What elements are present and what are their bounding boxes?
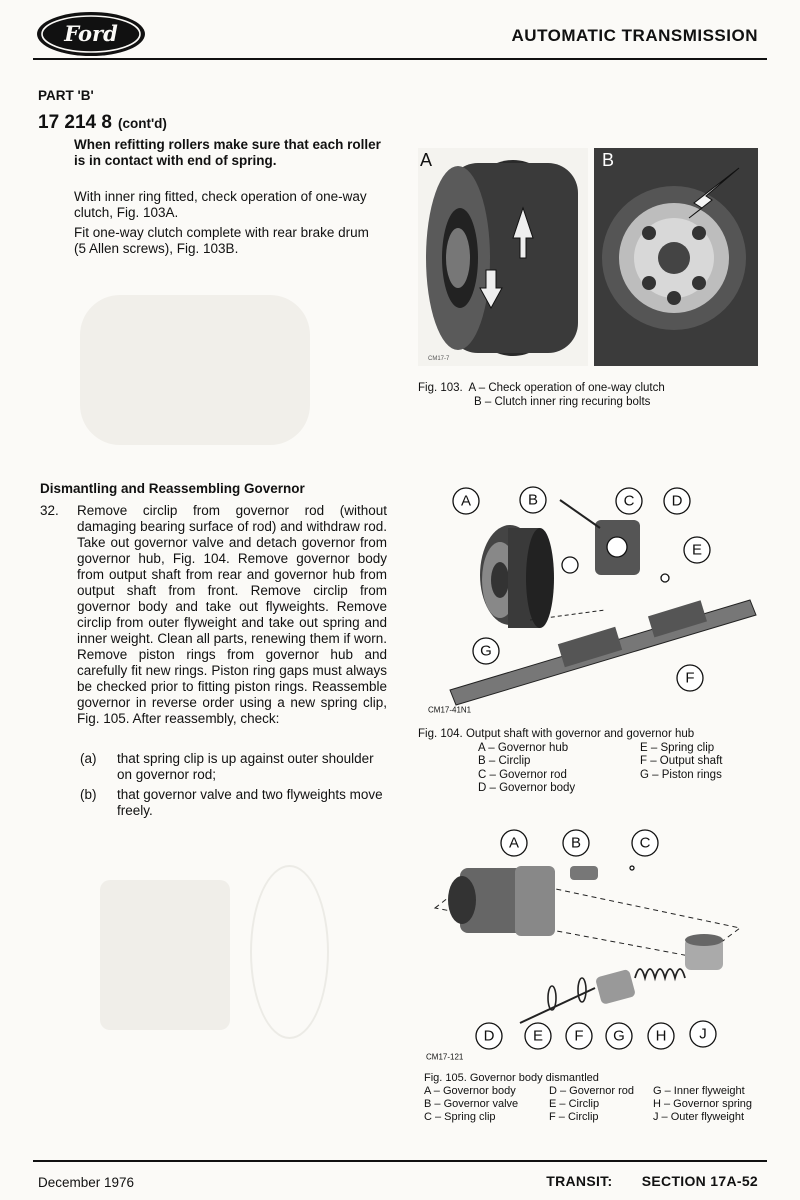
fig103-label-a: A — [420, 150, 433, 170]
fig105-callout-d — [476, 1023, 502, 1049]
svg-text:G: G — [613, 1027, 625, 1045]
refit-note: When refitting rollers make sure that each roller is in contact with end of spring. — [74, 137, 381, 168]
circlip-f-part — [578, 978, 586, 1002]
fig105-legend-d: D – Governor rod — [549, 1085, 634, 1097]
fig105-legend-b: B – Governor valve — [424, 1098, 519, 1110]
governor-valve-part — [570, 866, 598, 880]
fig105-callout-e — [525, 1023, 551, 1049]
svg-text:F: F — [685, 669, 695, 687]
footer-section — [546, 1173, 758, 1189]
fig103-photo-b — [594, 148, 758, 366]
governor-heading: Dismantling and Reassembling Governor — [40, 481, 305, 496]
paragraph-fit-clutch: Fit one-way clutch complete with rear brake drum (5 Allen screws), Fig. 103B. — [74, 225, 369, 256]
fig104-caption — [418, 728, 763, 796]
svg-text:C: C — [639, 834, 651, 852]
fig104-legend-a: A – Governor hub — [478, 741, 569, 754]
fig105-legend-h: H – Governor spring — [653, 1098, 753, 1110]
governor-body-part — [448, 866, 555, 936]
header-title: AUTOMATIC TRANSMISSION — [511, 26, 758, 45]
fig103-caption — [418, 382, 665, 409]
fig104-legend-b: B – Circlip — [478, 755, 531, 767]
svg-text:D: D — [483, 1027, 495, 1045]
svg-text:G: G — [480, 642, 492, 660]
step-number: 32. — [40, 503, 59, 518]
fig105-legend-j: J – Outer flyweight — [653, 1111, 745, 1123]
fig105-callout-b — [563, 830, 589, 856]
svg-text:C: C — [623, 492, 635, 510]
fig105-callout-g — [606, 1023, 632, 1049]
governor-body — [595, 520, 640, 575]
section-number — [38, 112, 167, 134]
svg-text:E: E — [691, 541, 703, 559]
header-divider — [33, 58, 767, 60]
ford-logo — [35, 10, 147, 58]
fig104-legend-g: G – Piston rings — [640, 768, 722, 781]
fig104-callout-b — [520, 487, 546, 513]
spring-clip — [661, 574, 669, 582]
fig103-label-b: B — [602, 150, 615, 170]
fig105-legend-c: C – Spring clip — [424, 1111, 496, 1123]
governor-rod-part — [520, 988, 595, 1023]
fig104-callout-e — [684, 537, 710, 563]
check-a-label: (a) — [80, 751, 97, 766]
show-through-ghost-3 — [250, 865, 329, 1039]
svg-text:J: J — [699, 1025, 707, 1043]
fig105-callout-h — [648, 1023, 674, 1049]
paragraph-one-way-clutch-check: With inner ring fitted, check operation of one-way clutch, Fig. 103A. — [74, 189, 367, 220]
fig105-legend-e: E – Circlip — [549, 1098, 600, 1110]
circlip-e-part — [548, 986, 556, 1010]
fig104-callout-f — [677, 665, 703, 691]
section-number-value: 17 214 8 — [38, 112, 112, 133]
svg-text:CM17-41N1: CM17-41N1 — [428, 705, 472, 715]
fig104-legend-e: E – Spring clip — [640, 741, 715, 754]
governor-rod — [560, 500, 600, 528]
fig105-callout-f — [566, 1023, 592, 1049]
svg-text:CM17-7: CM17-7 — [428, 356, 450, 362]
fig105-legend-f: F – Circlip — [549, 1111, 599, 1123]
svg-text:D: D — [671, 492, 683, 510]
fig105-caption-title: Fig. 105. Governor body dismantled — [424, 1072, 599, 1084]
check-b-label: (b) — [80, 787, 97, 802]
fig105-caption — [424, 1072, 769, 1124]
fig103-caption-num: Fig. 103. — [418, 382, 463, 394]
check-a-text: that spring clip is up against outer shoulder on governor rod; — [117, 751, 374, 782]
footer-date: December 1976 — [38, 1175, 135, 1190]
svg-text:H: H — [655, 1027, 667, 1045]
show-through-ghost — [80, 295, 310, 445]
fig104-callout-a — [453, 488, 479, 514]
svg-text:F: F — [574, 1027, 584, 1045]
part-label: PART 'B' — [38, 88, 94, 103]
fig105-callout-a — [501, 830, 527, 856]
fig103-caption-b: B – Clutch inner ring recuring bolts — [474, 395, 651, 408]
check-b-text: that governor valve and two flyweights move freely. — [117, 787, 383, 818]
fig105-legend-a: A – Governor body — [424, 1085, 516, 1097]
svg-text:A: A — [460, 492, 472, 510]
fig104-callout-g — [473, 638, 499, 664]
fig104-caption-title: Fig. 104. Output shaft with governor and governor hub — [418, 728, 695, 740]
section-continued: (cont'd) — [117, 116, 167, 131]
show-through-ghost-2 — [100, 880, 230, 1030]
fig103-photo-a — [418, 148, 588, 366]
step-32-text: Remove circlip from governor rod (without damaging bearing surface of rod) and withdraw rod. Take out governor valve and detach governor from governor hub, Fig. 104. Remove governor body from output shaft from rear and governor hub from output shaft from front. Remove circlip from governor body and take out flyweights. Remove circlip from outer flyweight and take out spring and inner weight. Clean all parts, renewing them if worn. Remove piston rings from governor hub and carefully fit new rings. Piston ring gaps must always be checked prior to fitting piston rings. Reassemble governor in reverse order using a new spring clip, Fig. 105. After reassembly, check: — [77, 503, 387, 726]
fig104-legend-c: C – Governor rod — [478, 768, 567, 781]
svg-text:B: B — [570, 834, 582, 852]
circlip — [562, 557, 578, 573]
fig104-callout-c — [616, 488, 642, 514]
svg-text:A: A — [508, 834, 520, 852]
fig104-illustration — [420, 480, 765, 720]
svg-text:B: B — [527, 491, 539, 509]
fig104-legend-f: F – Output shaft — [640, 755, 723, 767]
footer-section-number: SECTION 17A-52 — [641, 1173, 758, 1189]
fig103-caption-a: A – Check operation of one-way clutch — [468, 382, 665, 394]
footer-divider — [33, 1160, 767, 1162]
fig105-illustration — [420, 828, 765, 1068]
fig104-callout-d — [664, 488, 690, 514]
fig105-callout-c — [632, 830, 658, 856]
inner-flyweight-part — [595, 969, 636, 1005]
svg-text:E: E — [532, 1027, 544, 1045]
svg-text:CM17-121: CM17-121 — [426, 1052, 464, 1062]
fig105-callout-j — [690, 1021, 716, 1047]
footer-model: TRANSIT: — [546, 1173, 613, 1189]
svg-text:Ford: Ford — [64, 21, 118, 46]
spring-clip-part — [630, 866, 634, 870]
fig104-legend-d: D – Governor body — [478, 782, 576, 794]
outer-flyweight-part — [685, 934, 723, 970]
governor-spring-part — [635, 969, 685, 978]
governor-hub — [480, 525, 554, 628]
fig105-legend-g: G – Inner flyweight — [653, 1085, 745, 1097]
